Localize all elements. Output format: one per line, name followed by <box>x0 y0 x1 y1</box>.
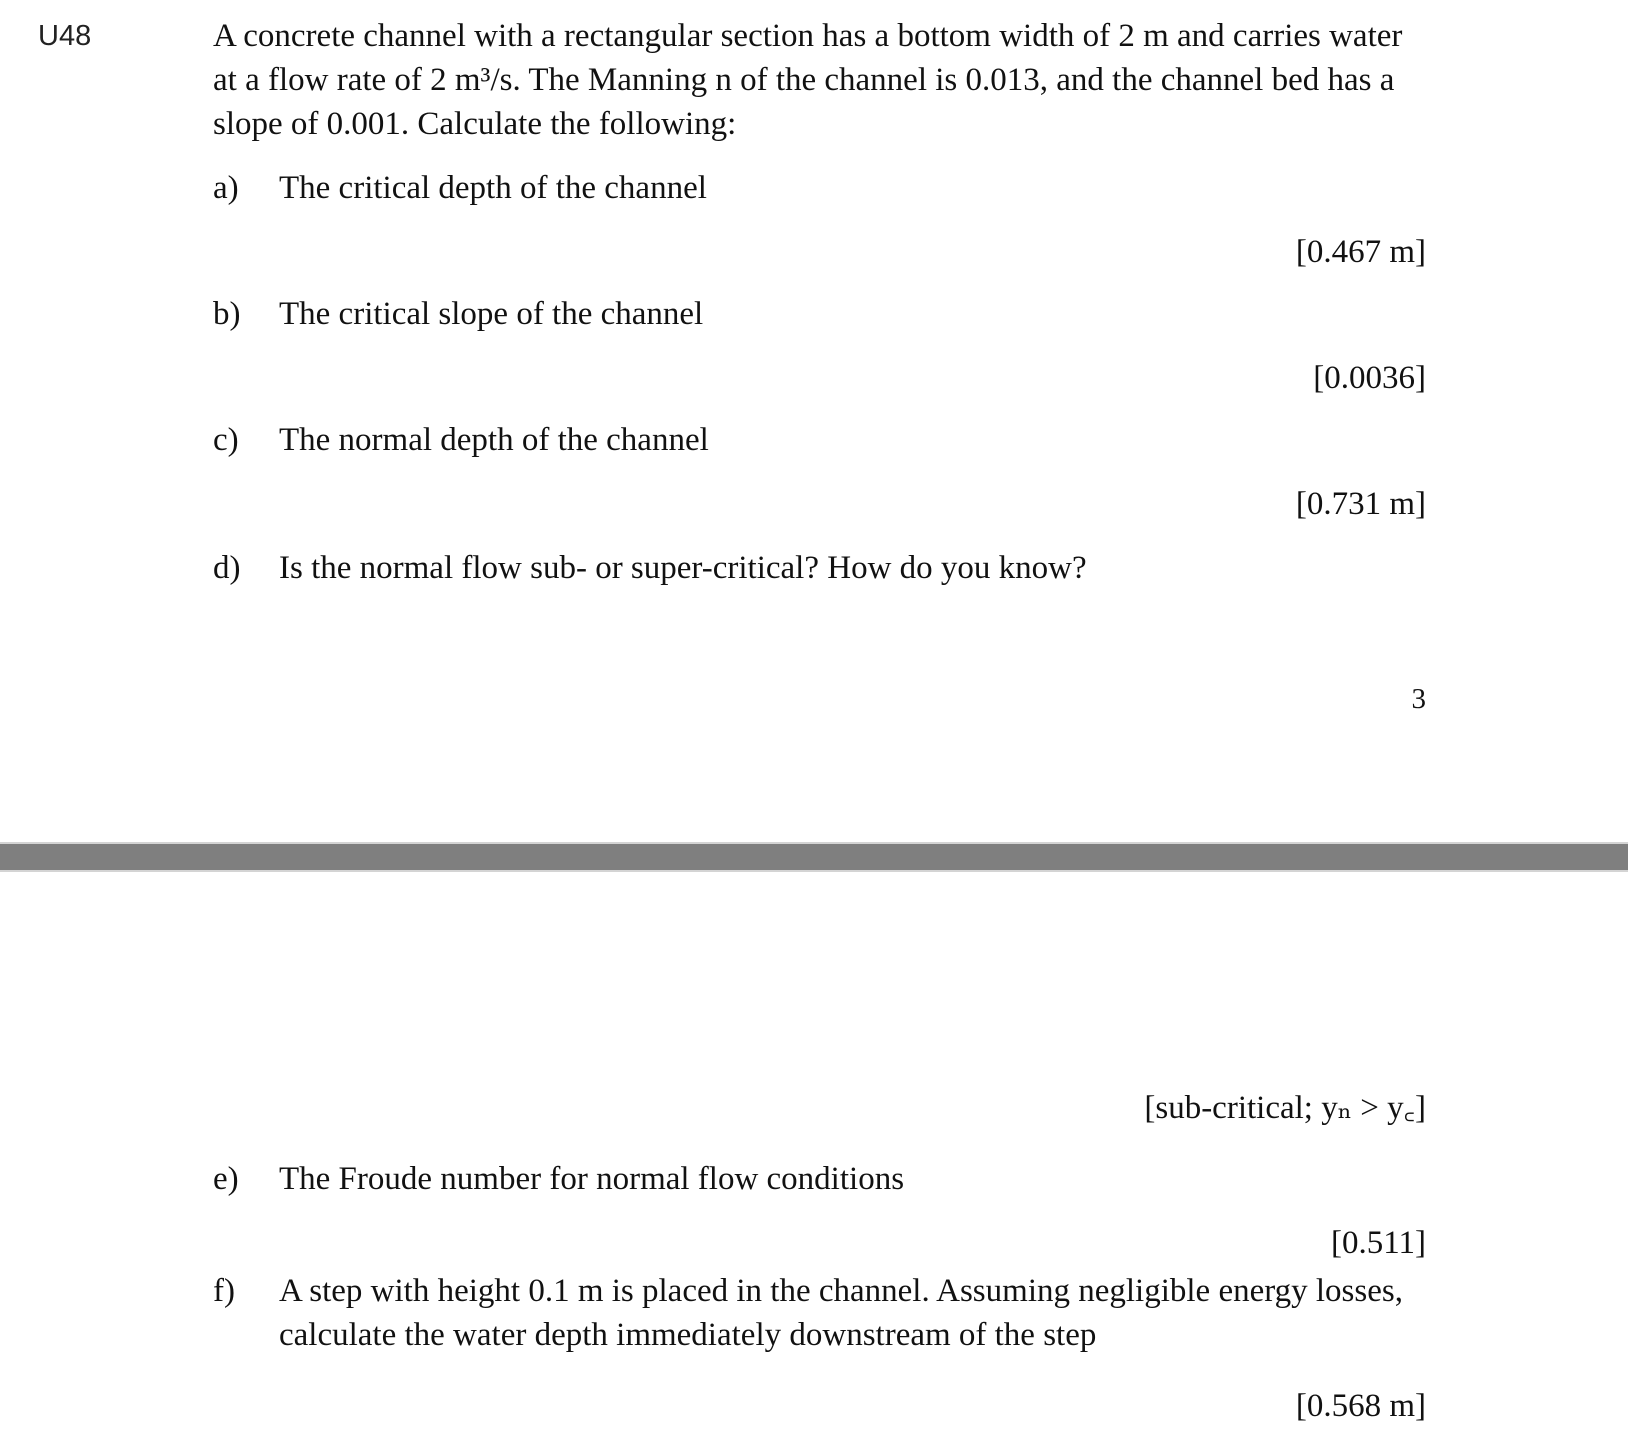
part-f-answer: [0.568 m] <box>1295 1388 1426 1424</box>
part-e-answer: [0.511] <box>1330 1225 1426 1261</box>
part-d-answer: [sub-critical; yₙ > y꜀] <box>1144 1090 1426 1126</box>
part-e-label: e) <box>213 1161 239 1197</box>
part-d <box>213 546 1087 590</box>
page-separator <box>0 842 1628 872</box>
part-c-answer: [0.731 m] <box>1295 486 1426 522</box>
part-e-text: The Froude number for normal flow conditions <box>279 1161 905 1197</box>
intro-line-2: at a flow rate of 2 m³/s. The Manning n of the channel is 0.013, and the channel bed has a <box>213 62 1395 98</box>
part-f <box>213 1269 1433 1359</box>
part-b-answer: [0.0036] <box>1313 360 1426 396</box>
part-c <box>213 418 709 462</box>
question-number: U48 <box>38 20 92 52</box>
intro-line-1: A concrete channel with a rectangular section has a bottom width of 2 m and carries water <box>213 18 1403 54</box>
question-intro <box>213 14 1433 146</box>
part-f-label: f) <box>213 1273 235 1309</box>
part-a-answer: [0.467 m] <box>1295 234 1426 270</box>
page-number: 3 <box>1411 683 1426 715</box>
part-b-label: b) <box>213 296 241 332</box>
part-a-text: The critical depth of the channel <box>279 170 707 206</box>
part-f-text-line-1: A step with height 0.1 m is placed in the channel. Assuming negligible energy losses, <box>279 1273 1403 1309</box>
page-bottom <box>0 872 1628 1440</box>
part-c-label: c) <box>213 422 239 458</box>
part-c-text: The normal depth of the channel <box>279 422 709 458</box>
intro-line-3: slope of 0.001. Calculate the following: <box>213 106 737 142</box>
part-b <box>213 292 703 336</box>
part-d-text: Is the normal flow sub- or super-critical? How do you know? <box>279 550 1087 586</box>
part-d-label: d) <box>213 550 241 586</box>
part-a <box>213 166 707 210</box>
part-f-text-line-2: calculate the water depth immediately downstream of the step <box>279 1317 1097 1353</box>
part-e <box>213 1157 904 1201</box>
part-a-label: a) <box>213 170 239 206</box>
part-b-text: The critical slope of the channel <box>279 296 704 332</box>
